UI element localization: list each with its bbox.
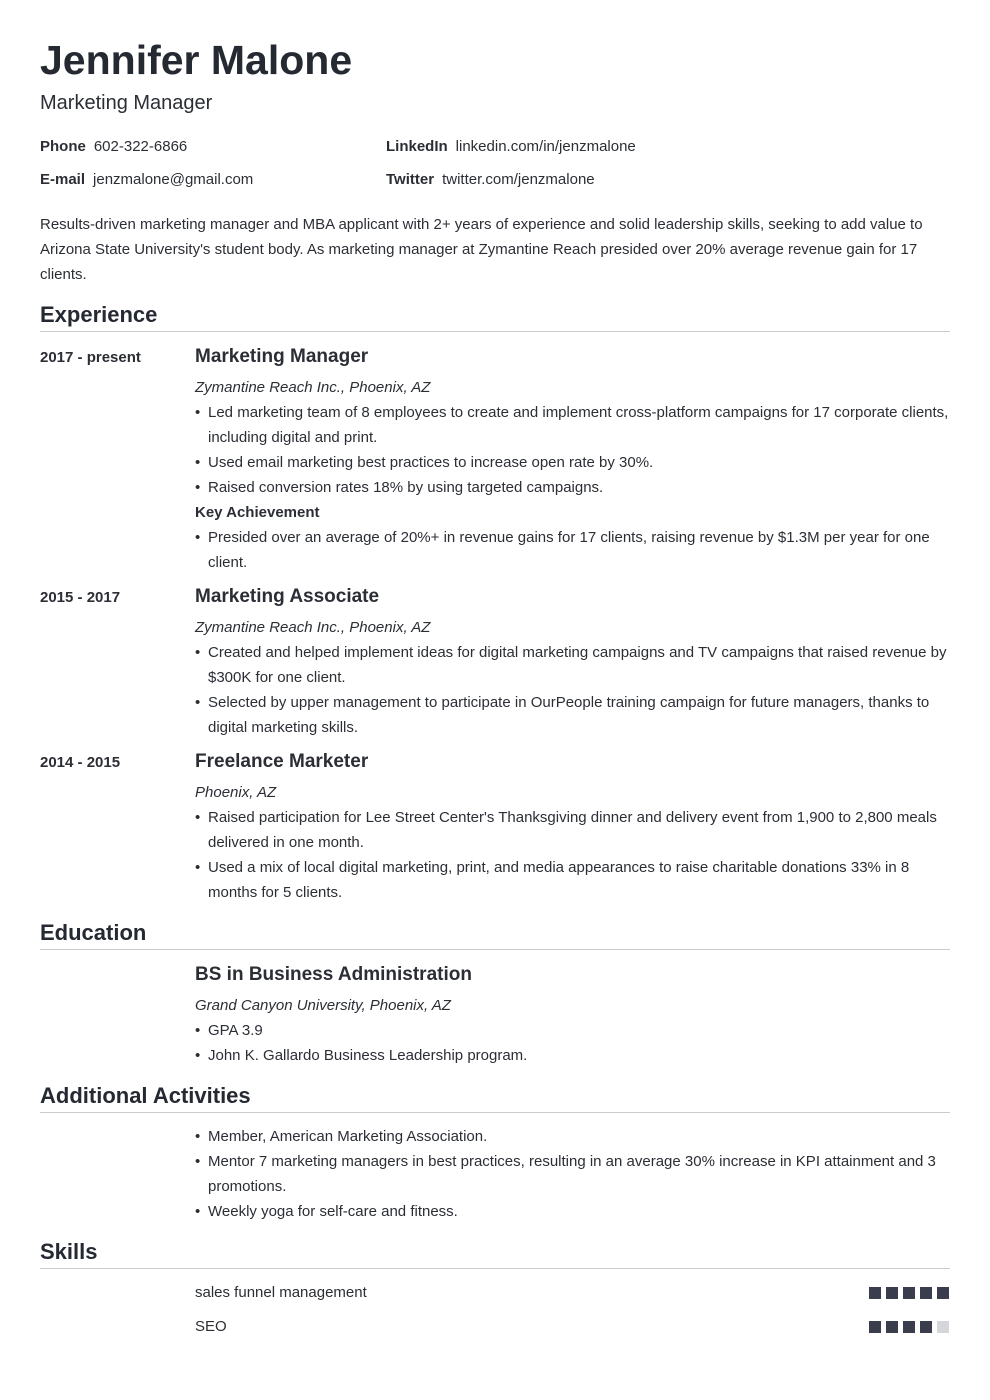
education-heading: Education: [40, 920, 950, 950]
activities-bullets: [195, 1124, 950, 1224]
job-title: Marketing Associate: [195, 586, 380, 607]
skill-dot-filled: [886, 1287, 898, 1299]
bullet-item: • John K. Gallardo Business Leadership program.: [195, 1043, 950, 1068]
email-label: E-mail: [40, 171, 86, 188]
skill-dot-filled: [920, 1321, 932, 1333]
email-value: jenzmalone@gmail.com: [93, 171, 254, 188]
degree-title: BS in Business Administration: [195, 964, 472, 985]
twitter-value: twitter.com/jenzmalone: [442, 171, 595, 188]
job-bullets: [195, 640, 950, 740]
skill-level-meter: [864, 1287, 949, 1305]
skill-dot-filled: [903, 1321, 915, 1333]
skills-heading: Skills: [40, 1239, 950, 1269]
skill-name: SEO: [195, 1318, 227, 1335]
bullet-item: • Raised conversion rates 18% by using targeted campaigns.: [195, 475, 950, 500]
bullet-item: • Created and helped implement ideas for digital marketing campaigns and TV campaigns that raised revenue by $300K for one client.: [195, 640, 950, 690]
candidate-name: Jennifer Malone: [40, 37, 353, 83]
email-contact: [40, 171, 253, 189]
phone-contact: [40, 138, 187, 156]
bullet-item: • Selected by upper management to participate in OurPeople training campaign for future managers, thanks to digital marketing skills.: [195, 690, 950, 740]
bullet-item: • Member, American Marketing Association.: [195, 1124, 950, 1149]
bullet-item: • Used a mix of local digital marketing, print, and media appearances to raise charitable donations 33% in 8 months for 5 clients.: [195, 855, 950, 905]
candidate-role: Marketing Manager: [40, 92, 213, 114]
entry-dates: 2017 - present: [40, 349, 141, 366]
summary-paragraph: Results-driven marketing manager and MBA applicant with 2+ years of experience and solid leadership skills, seeking to add value to Arizona State University's student body. As marketing manager at Zymantine Reach presided over 20% average revenue gain for 17 clients.: [40, 216, 923, 283]
skill-row: [195, 1317, 950, 1337]
entry-dates: 2014 - 2015: [40, 754, 121, 771]
skill-dot-filled: [903, 1287, 915, 1299]
job-organization: Zymantine Reach Inc., Phoenix, AZ: [195, 619, 431, 636]
bullet-item: • Mentor 7 marketing managers in best practices, resulting in an average 30% increase in KPI attainment and 3 promotions.: [195, 1149, 950, 1199]
phone-label: Phone: [40, 138, 86, 155]
job-organization: Phoenix, AZ: [195, 784, 277, 801]
key-achievement-label: Key Achievement: [195, 504, 320, 521]
education-bullets: [195, 1018, 950, 1068]
bullet-item: • Raised participation for Lee Street Center's Thanksgiving dinner and delivery event from 1,900 to 2,800 meals delivered in one month.: [195, 805, 950, 855]
skill-dot-filled: [920, 1287, 932, 1299]
twitter-label: Twitter: [386, 171, 435, 188]
bullet-item: • GPA 3.9: [195, 1018, 950, 1043]
skill-dot-filled: [886, 1321, 898, 1333]
key-achievement-bullets: [195, 525, 950, 575]
experience-heading: Experience: [40, 302, 950, 332]
job-bullets: [195, 400, 950, 500]
skill-dot-empty: [937, 1321, 949, 1333]
skill-name: sales funnel management: [195, 1284, 367, 1301]
entry-dates: 2015 - 2017: [40, 589, 121, 606]
skill-row: [195, 1283, 950, 1303]
job-bullets: [195, 805, 950, 905]
skill-dot-filled: [869, 1287, 881, 1299]
linkedin-value: linkedin.com/in/jenzmalone: [455, 138, 636, 155]
job-title: Marketing Manager: [195, 346, 369, 367]
bullet-item: • Led marketing team of 8 employees to create and implement cross-platform campaigns for 17 corporate clients, including digital and print.: [195, 400, 950, 450]
twitter-contact: [386, 171, 595, 189]
bullet-item: • Presided over an average of 20%+ in revenue gains for 17 clients, raising revenue by $1.3M per year for one client.: [195, 525, 950, 575]
job-organization: Zymantine Reach Inc., Phoenix, AZ: [195, 379, 431, 396]
linkedin-label: LinkedIn: [386, 138, 448, 155]
linkedin-contact: [386, 138, 636, 156]
school-name: Grand Canyon University, Phoenix, AZ: [195, 997, 451, 1014]
phone-value: 602-322-6866: [93, 138, 188, 155]
skill-dot-filled: [869, 1321, 881, 1333]
bullet-item: • Weekly yoga for self-care and fitness.: [195, 1199, 950, 1224]
job-title: Freelance Marketer: [195, 751, 369, 772]
skill-dot-filled: [937, 1287, 949, 1299]
activities-heading: Additional Activities: [40, 1083, 950, 1113]
skill-level-meter: [864, 1321, 949, 1339]
bullet-item: • Used email marketing best practices to increase open rate by 30%.: [195, 450, 950, 475]
